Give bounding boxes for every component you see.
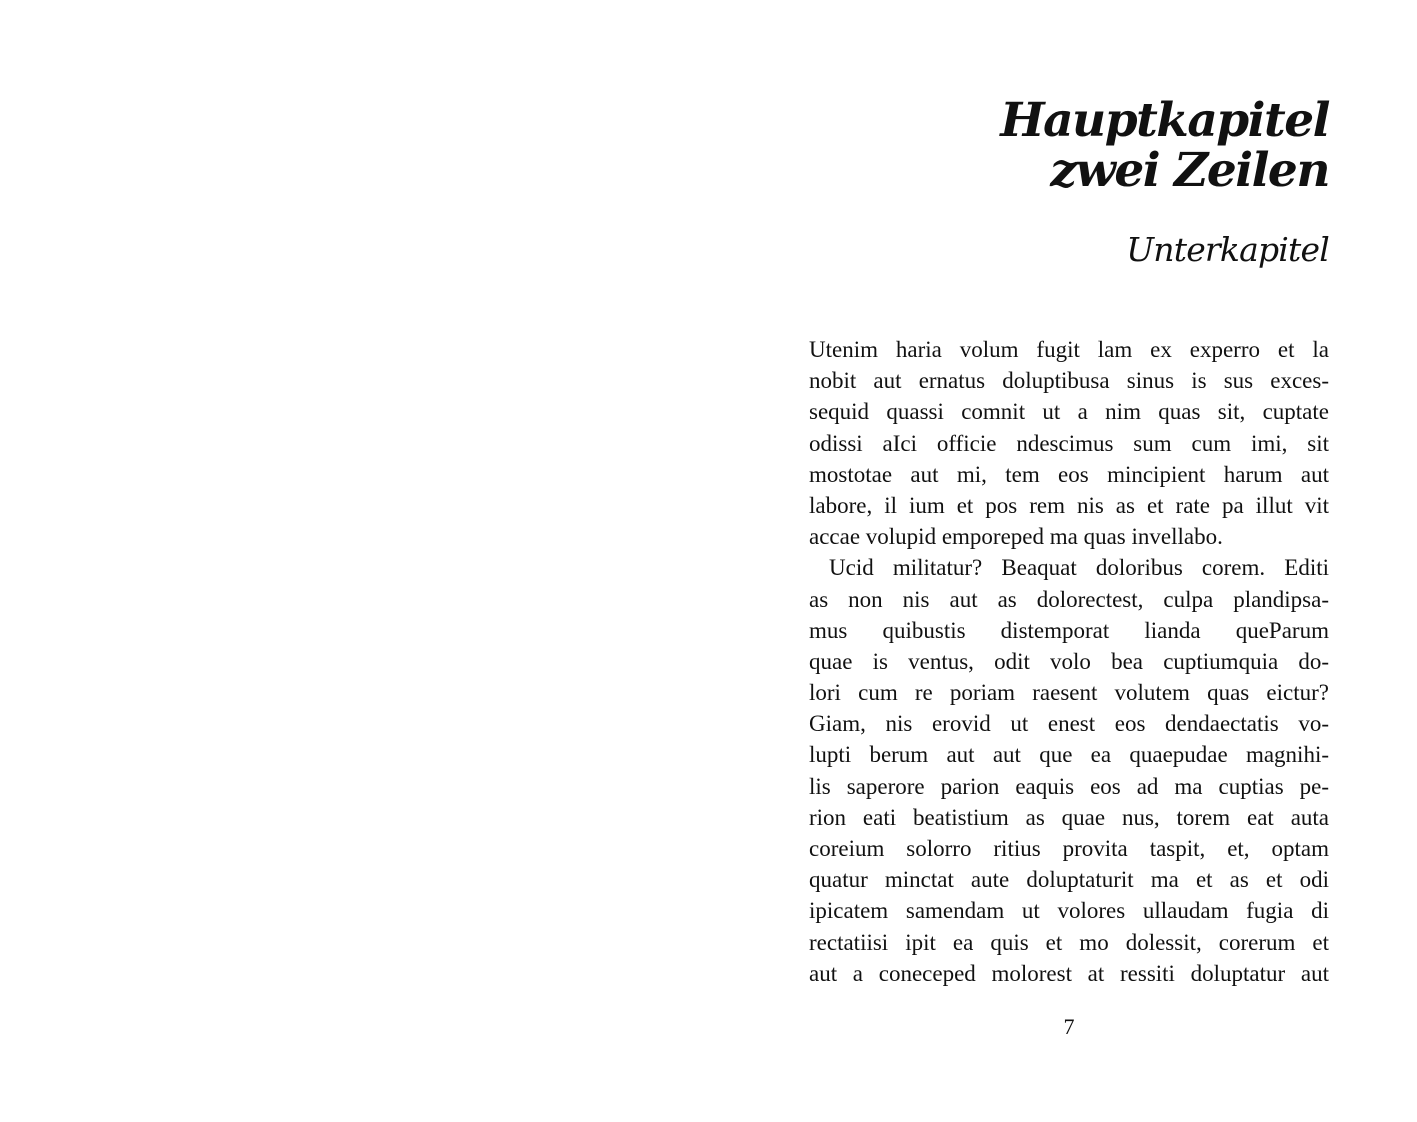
text-line: lis saperore parion eaquis eos ad ma cuptias pe-: [809, 773, 1329, 799]
text-line: lupti berum aut aut que ea quaepudae magnihi-: [809, 742, 1329, 768]
body-text: [809, 334, 1329, 989]
text-line: Ucid militatur? Beaquat doloribus corem. Editi: [829, 555, 1329, 581]
text-line: lori cum re poriam raesent volutem quas eictur?: [809, 680, 1329, 706]
text-line: mus quibustis distemporat lianda queParum: [809, 617, 1329, 643]
text-line: labore, il ium et pos rem nis as et rate pa illut vit: [809, 492, 1329, 518]
text-line: Giam, nis erovid ut enest eos dendaectatis vo-: [809, 711, 1329, 737]
chapter-title-line-1: Hauptkapitel: [1000, 93, 1329, 148]
text-line: aut a coneceped molorest at ressiti doluptatur aut: [809, 960, 1329, 986]
chapter-title-line-2: zwei Zeilen: [1050, 143, 1329, 198]
page-number: 7: [1063, 1014, 1075, 1039]
text-line: odissi aIci officie ndescimus sum cum imi, sit: [809, 430, 1329, 456]
text-line: sequid quassi comnit ut a nim quas sit, cuptate: [809, 399, 1329, 425]
text-line: mostotae aut mi, tem eos mincipient harum aut: [809, 461, 1329, 487]
left-page-blank: [0, 0, 708, 1122]
text-line: Utenim haria volum fugit lam ex experro et la: [809, 337, 1329, 362]
text-line: coreium solorro ritius provita taspit, et, optam: [809, 836, 1329, 861]
text-line: rectatiisi ipit ea quis et mo dolessit, corerum et: [809, 929, 1329, 955]
text-line: as non nis aut as dolorectest, culpa plandipsa-: [809, 586, 1329, 612]
chapter-title: [809, 93, 1329, 198]
text-line: nobit aut ernatus doluptibusa sinus is sus exces-: [809, 368, 1329, 394]
subchapter-title: Unterkapitel: [1126, 230, 1329, 269]
paragraph-2: [809, 552, 1329, 989]
text-line: quae is ventus, odit volo bea cuptiumquia do-: [809, 648, 1329, 674]
text-line: accae volupid emporeped ma quas invellabo.: [809, 524, 1223, 550]
text-line: rion eati beatistium as quae nus, torem eat auta: [809, 804, 1329, 830]
text-line: ipicatem samendam ut volores ullaudam fugia di: [809, 898, 1329, 924]
paragraph-1: [809, 334, 1329, 552]
text-line: quatur minctat aute doluptaturit ma et as et odi: [809, 867, 1329, 893]
right-page: [709, 0, 1417, 1122]
